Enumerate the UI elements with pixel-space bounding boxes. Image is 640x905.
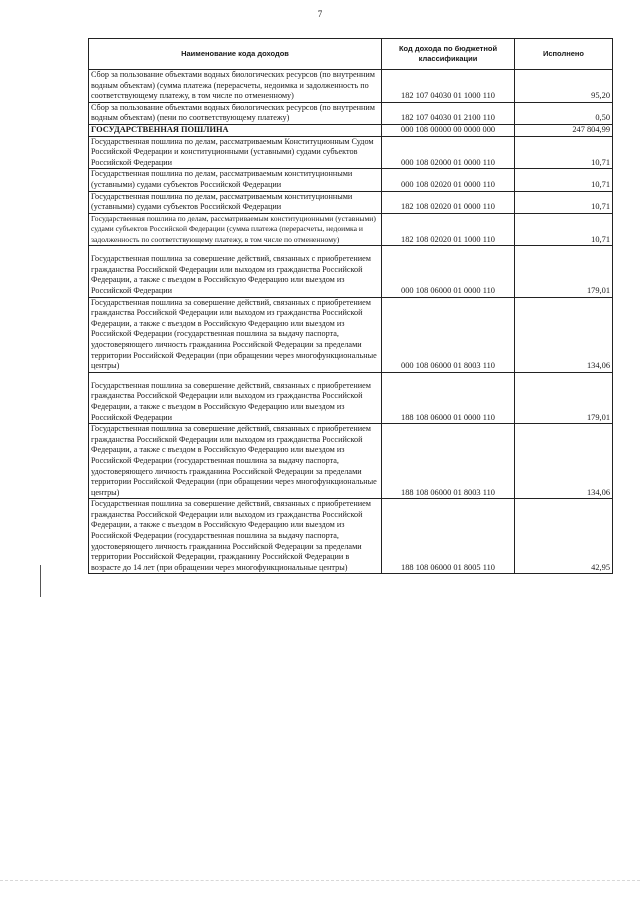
- row-code: 000 108 02020 01 0000 110: [382, 169, 515, 191]
- header-name: Наименование кода доходов: [89, 39, 382, 70]
- row-code: 000 108 06000 01 8003 110: [382, 297, 515, 372]
- table-row: [89, 246, 613, 297]
- table-header-row: [89, 39, 613, 70]
- table-row-section: [89, 124, 613, 136]
- row-value: 134,06: [515, 297, 613, 372]
- row-name: Государственная пошлина за совершение действий, связанных с приобретением гражданства Российской Федерации или выходом из гражданства Российской Федерации, а также с въездом в Российскую Федерацию или выездом из Российской Федерации (государственная пошлина за выдачу паспорта, удостоверяющего личность гражданина Российской Федерации за пределами территории Российской Федерации, гражданину Российской Федерации в возрасте до 14 лет (при обращении через многофункциональные центры): [89, 499, 382, 574]
- row-name: ГОСУДАРСТВЕННАЯ ПОШЛИНА: [89, 124, 382, 136]
- table-row: [89, 169, 613, 191]
- row-name: Государственная пошлина по делам, рассматриваемым Конституционным Судом Российской Федерации и конституционными (уставными) судами субъектов Российской Федерации: [89, 136, 382, 169]
- table-row: [89, 191, 613, 213]
- row-value: 10,71: [515, 169, 613, 191]
- row-code: 000 108 00000 00 0000 000: [382, 124, 515, 136]
- row-code: 182 107 04030 01 2100 110: [382, 102, 515, 124]
- row-name: Государственная пошлина по делам, рассматриваемым конституционными (уставными) судами субъектов Российской Федерации: [89, 191, 382, 213]
- table-row: [89, 70, 613, 103]
- scan-bottom-artifact: [0, 880, 640, 881]
- row-code: 182 108 02020 01 0000 110: [382, 191, 515, 213]
- table-row: [89, 499, 613, 574]
- scan-margin-mark: [40, 565, 41, 597]
- table-row: [89, 136, 613, 169]
- row-code: 188 108 06000 01 8003 110: [382, 424, 515, 499]
- table-row: [89, 297, 613, 372]
- row-value: 42,95: [515, 499, 613, 574]
- table-row: [89, 372, 613, 423]
- table-row: [89, 424, 613, 499]
- row-value: 179,01: [515, 372, 613, 423]
- row-name: [89, 372, 382, 423]
- row-code: 000 108 06000 01 0000 110: [382, 246, 515, 297]
- revenue-table: [88, 38, 613, 574]
- row-code: 182 107 04030 01 1000 110: [382, 70, 515, 103]
- row-name: Сбор за пользование объектами водных биологических ресурсов (по внутренним водным объектам) (пени по соответствующему платежу): [89, 102, 382, 124]
- row-value: 134,06: [515, 424, 613, 499]
- row-value: 10,71: [515, 136, 613, 169]
- table-row: [89, 213, 613, 246]
- row-name: [89, 246, 382, 297]
- header-executed: Исполнено: [515, 39, 613, 70]
- row-value: 179,01: [515, 246, 613, 297]
- row-name-text: Государственная пошлина за совершение действий, связанных с приобретением гражданства Российской Федерации или выходом из гражданства Российской Федерации, а также с въездом в Российскую Федерацию или выездом из Российской Федерации: [91, 254, 371, 295]
- row-name-text: Государственная пошлина за совершение действий, связанных с приобретением гражданства Российской Федерации или выходом из гражданства Российской Федерации, а также с въездом в Российскую Федерацию или выездом из Российской Федерации: [91, 380, 371, 422]
- row-name: Государственная пошлина за совершение действий, связанных с приобретением гражданства Российской Федерации или выходом из гражданства Российской Федерации, а также с въездом в Российскую Федерацию или выездом из Российской Федерации (государственная пошлина за выдачу паспорта, удостоверяющего личность гражданина Российской Федерации за пределами территории Российской Федерации (при обращении через многофункциональные центры): [89, 297, 382, 372]
- row-name: Государственная пошлина по делам, рассматриваемым конституционными (уставными) судами субъектов Российской Федерации (сумма платежа (перерасчеты, недоимка и задолженность по соответствующему платежу, в том числе по отмененному): [89, 213, 382, 246]
- row-value: 247 804,99: [515, 124, 613, 136]
- page-number: 7: [317, 9, 323, 19]
- row-name: Сбор за пользование объектами водных биологических ресурсов (по внутренним водным объектам) (сумма платежа (перерасчеты, недоимка и задолженность по соответствующему платежу, в том числе по отмененному): [89, 70, 382, 103]
- row-code: 188 108 06000 01 8005 110: [382, 499, 515, 574]
- row-name: Государственная пошлина по делам, рассматриваемым конституционными (уставными) судами субъектов Российской Федерации: [89, 169, 382, 191]
- row-name: Государственная пошлина за совершение действий, связанных с приобретением гражданства Российской Федерации или выходом из гражданства Российской Федерации, а также с въездом в Российскую Федерацию или выездом из Российской Федерации (государственная пошлина за выдачу паспорта, удостоверяющего личность гражданина Российской Федерации за пределами территории Российской Федерации (при обращении через многофункциональные центры): [89, 424, 382, 499]
- row-value: 95,20: [515, 70, 613, 103]
- row-code: 000 108 02000 01 0000 110: [382, 136, 515, 169]
- row-code: 188 108 06000 01 0000 110: [382, 372, 515, 423]
- row-value: 10,71: [515, 213, 613, 246]
- row-value: 10,71: [515, 191, 613, 213]
- table-row: [89, 102, 613, 124]
- row-code: 182 108 02020 01 1000 110: [382, 213, 515, 246]
- row-value: 0,50: [515, 102, 613, 124]
- header-code: Код дохода по бюджетной классификации: [382, 39, 515, 70]
